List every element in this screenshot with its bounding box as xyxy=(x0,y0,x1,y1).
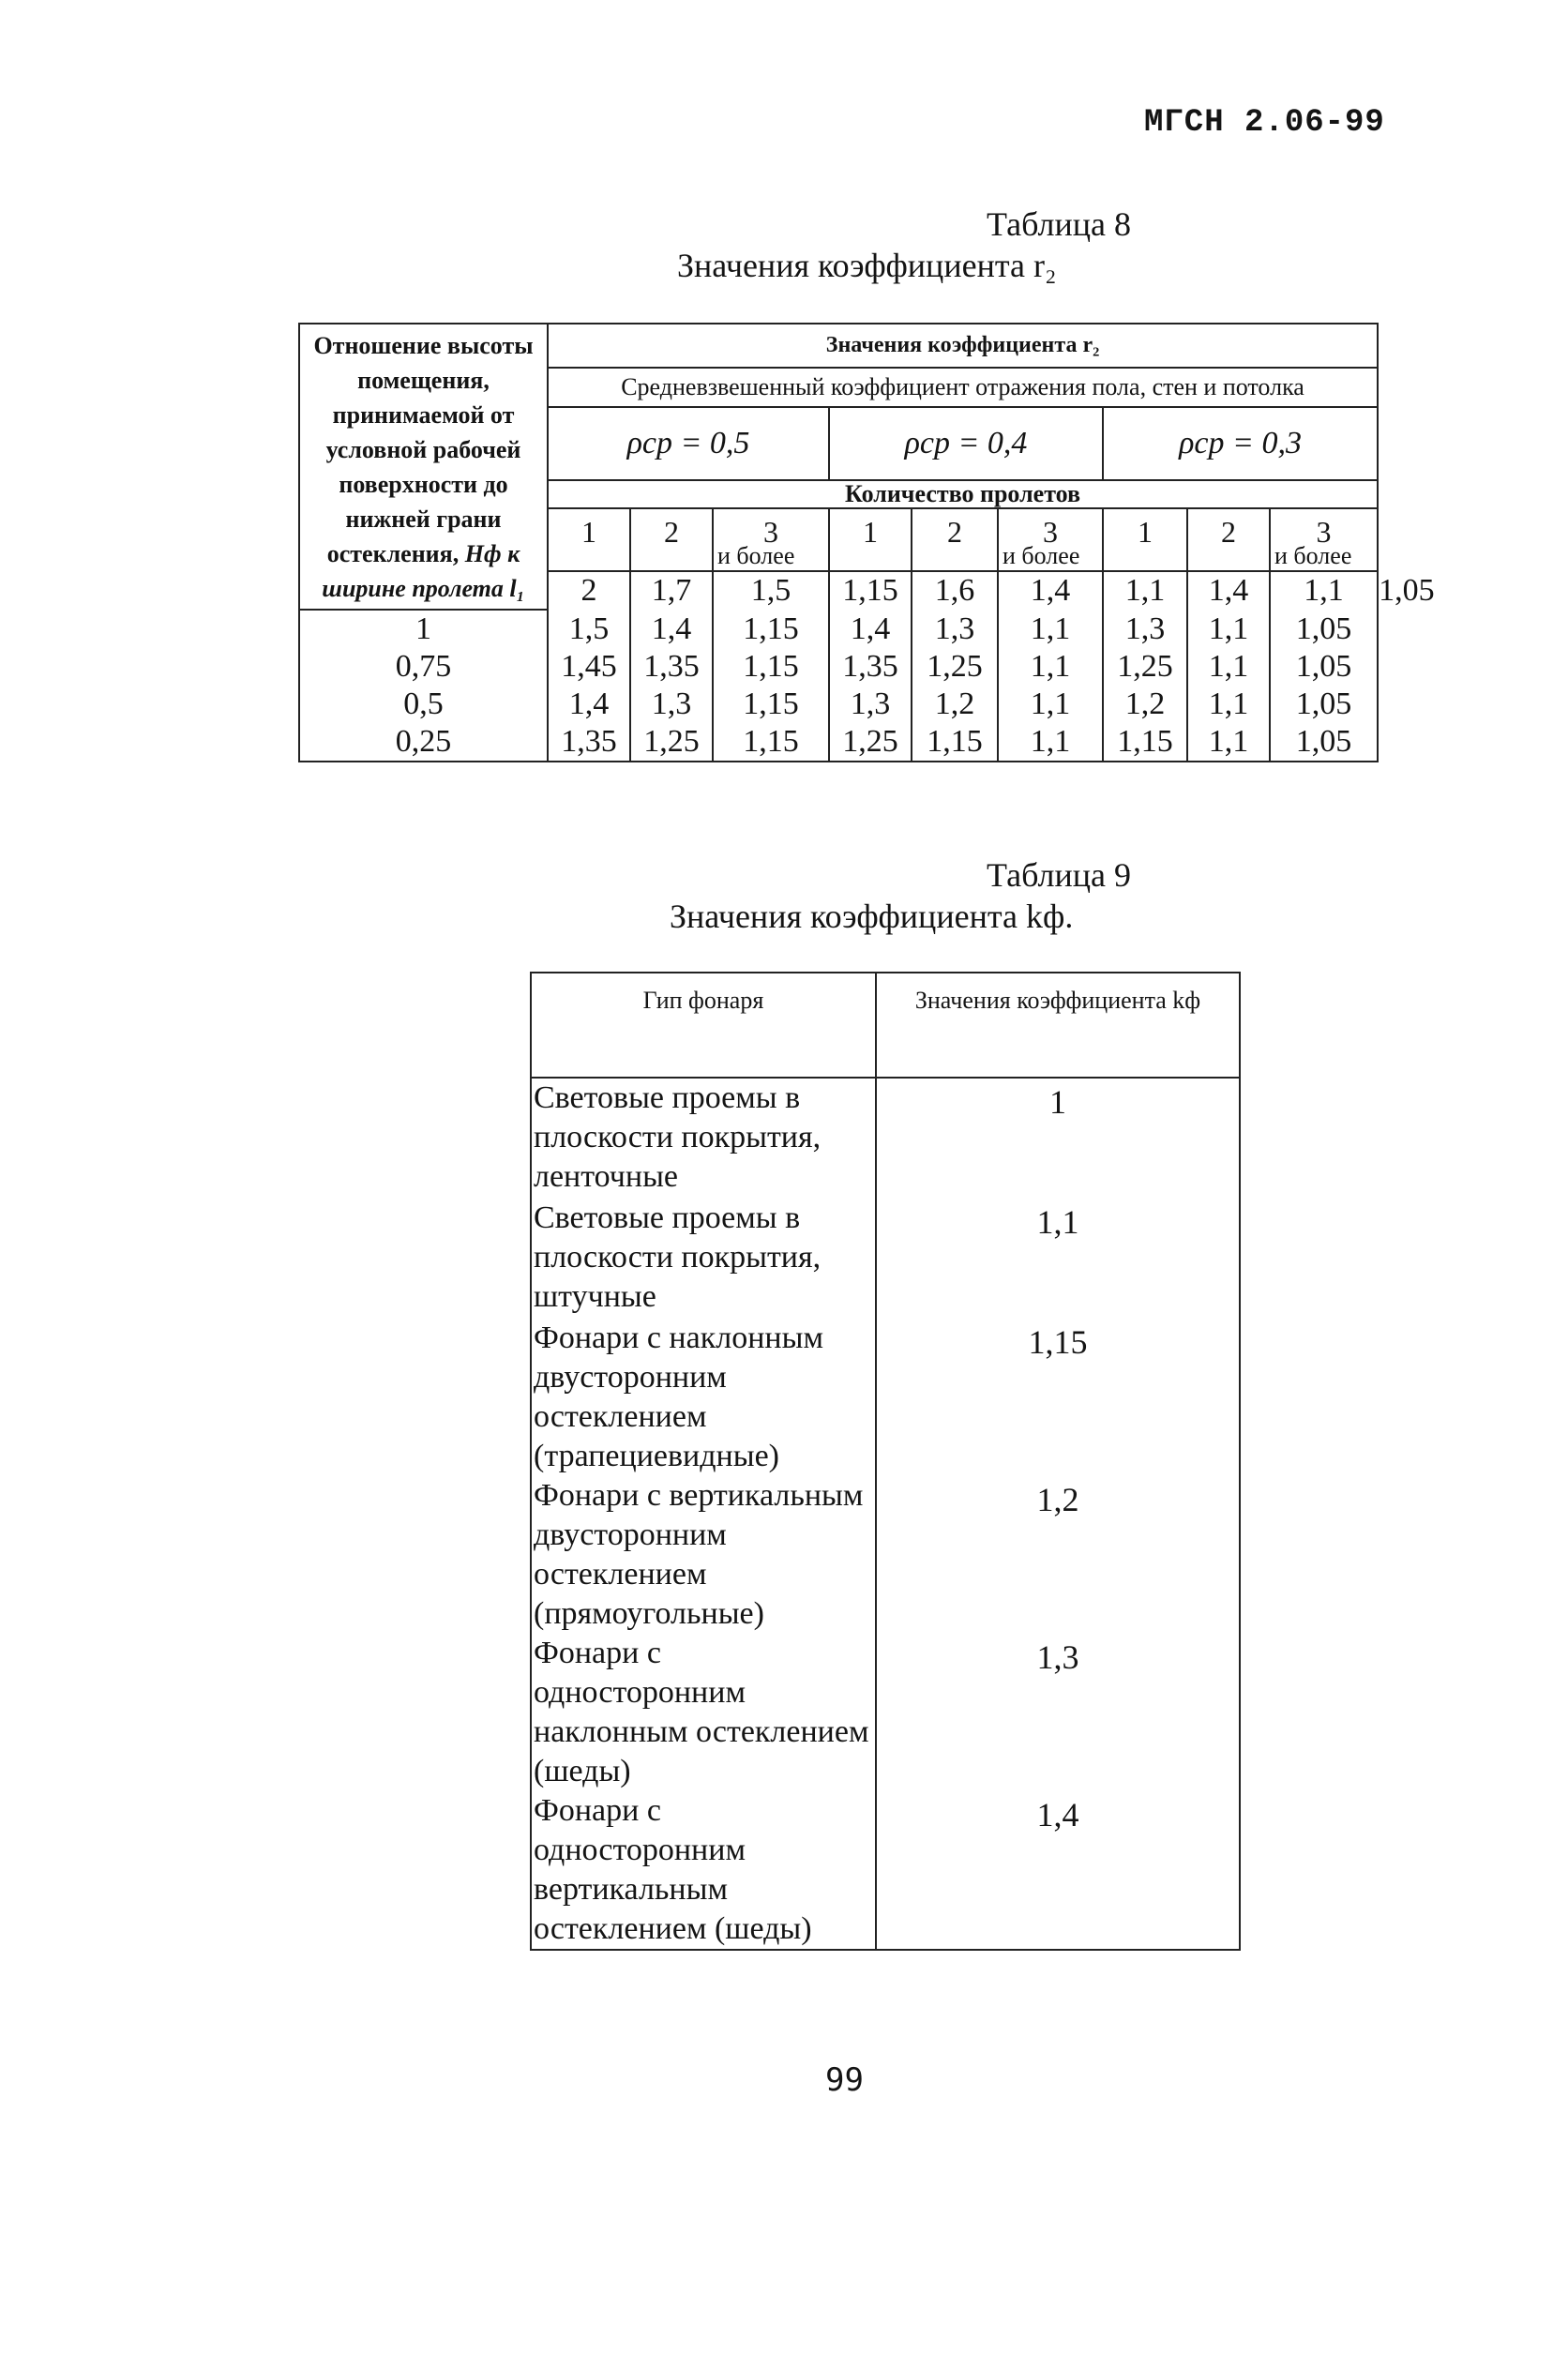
table8-side-header xyxy=(299,324,548,610)
value-cell: 1,4 xyxy=(829,610,912,648)
span-number: 2 xyxy=(630,508,713,571)
lantern-type: Фонари с односторонним вертикальным остеклением (шеды) xyxy=(531,1791,876,1950)
k-value: 1,3 xyxy=(876,1634,1240,1791)
k-value: 1 xyxy=(876,1078,1240,1199)
value-cell: 1,05 xyxy=(1270,648,1378,686)
value-cell: 1,3 xyxy=(829,686,912,723)
table8 xyxy=(298,323,1435,762)
table-row xyxy=(299,723,1378,762)
value-cell: 1,2 xyxy=(912,686,998,723)
table-row xyxy=(531,1634,1240,1791)
value-cell: 1,25 xyxy=(1103,648,1187,686)
value-cell: 1,1 xyxy=(998,610,1103,648)
value-cell: 1,35 xyxy=(548,723,630,762)
table9-title: Значения коэффициента kф. xyxy=(670,898,1074,935)
table8-rho-0-4: ρср = 0,4 xyxy=(829,407,1103,480)
value-cell: 1,1 xyxy=(1187,723,1270,762)
lantern-type: Световые проемы в плоскости покрытия, штучные xyxy=(531,1199,876,1319)
value-cell: 1,15 xyxy=(1103,723,1187,762)
span-number: 1 xyxy=(829,508,912,571)
k-value: 1,15 xyxy=(876,1319,1240,1476)
value-cell: 1,5 xyxy=(713,571,829,610)
table-row xyxy=(531,1476,1240,1634)
value-cell: 1,4 xyxy=(630,610,713,648)
k-value: 1,4 xyxy=(876,1791,1240,1950)
span-number: 2 xyxy=(1187,508,1270,571)
span-more-label: и более xyxy=(717,542,795,569)
table-row xyxy=(531,1791,1240,1950)
value-cell: 1,7 xyxy=(630,571,713,610)
value-cell: 1,3 xyxy=(1103,610,1187,648)
value-cell: 1,35 xyxy=(829,648,912,686)
value-cell: 1,4 xyxy=(1187,571,1270,610)
ratio-cell: 0,75 xyxy=(299,648,548,686)
table-row xyxy=(299,648,1378,686)
page-number: 99 xyxy=(825,2061,864,2099)
ratio-cell: 0,25 xyxy=(299,723,548,762)
lantern-type: Фонари с односторонним наклонным остеклением (шеды) xyxy=(531,1634,876,1791)
ratio-cell: 0,5 xyxy=(299,686,548,723)
lantern-type: Световые проемы в плоскости покрытия, ленточные xyxy=(531,1078,876,1199)
value-cell: 1,3 xyxy=(630,686,713,723)
value-cell: 1,25 xyxy=(829,723,912,762)
span-number-3-more xyxy=(713,508,829,571)
value-cell: 1,2 xyxy=(1103,686,1187,723)
value-cell: 1,15 xyxy=(713,648,829,686)
table-row xyxy=(531,1078,1240,1199)
k-value: 1,2 xyxy=(876,1476,1240,1634)
table8-side-header-text: Отношение высоты помещения, принимаемой от условной рабочей поверхности до нижней грани остекления, xyxy=(313,331,534,567)
value-cell: 1,45 xyxy=(548,648,630,686)
document-code: МГСН 2.06-99 xyxy=(1144,105,1385,141)
span-number: 1 xyxy=(1103,508,1187,571)
value-cell: 1,1 xyxy=(1187,648,1270,686)
value-cell: 1,5 xyxy=(548,610,630,648)
value-cell: 1,1 xyxy=(998,686,1103,723)
value-cell: 1,1 xyxy=(998,723,1103,762)
value-cell: 1,15 xyxy=(829,571,912,610)
table8-side-header-vars: Hф к ширине пролета l₁ xyxy=(322,539,525,602)
value-cell: 1,15 xyxy=(713,686,829,723)
span-more-label: и более xyxy=(1003,542,1080,569)
table-row xyxy=(299,610,1378,648)
table-row xyxy=(531,1199,1240,1319)
span-number-3-more xyxy=(1270,508,1378,571)
ratio-cell: 1 xyxy=(299,610,548,648)
table9-col-type: Гип фонаря xyxy=(531,973,876,1078)
span-number: 2 xyxy=(912,508,998,571)
value-cell: 1,25 xyxy=(912,648,998,686)
value-cell: 1,4 xyxy=(548,686,630,723)
k-value: 1,1 xyxy=(876,1199,1240,1319)
table8-rho-0-3: ρср = 0,3 xyxy=(1103,407,1378,480)
ratio-cell: 2 xyxy=(548,571,630,610)
table8-main-header: Значения коэффициента r₂ xyxy=(548,324,1378,368)
table9 xyxy=(530,972,1241,1951)
value-cell: 1,1 xyxy=(1270,571,1378,610)
lantern-type: Фонари с вертикальным двусторонним остеклением (прямоугольные) xyxy=(531,1476,876,1634)
value-cell: 1,6 xyxy=(912,571,998,610)
table8-sub-header: Средневзвешенный коэффициент отражения пола, стен и потолка xyxy=(548,368,1378,407)
value-cell: 1,05 xyxy=(1270,686,1378,723)
table8-count-header: Количество пролетов xyxy=(548,480,1378,508)
table8-title: Значения коэффициента r₂ xyxy=(677,247,1057,284)
value-cell: 1,05 xyxy=(1270,723,1378,762)
value-cell: 1,15 xyxy=(713,723,829,762)
span-number-text: 3 xyxy=(1316,515,1332,549)
value-cell: 1,15 xyxy=(912,723,998,762)
value-cell: 1,35 xyxy=(630,648,713,686)
value-cell: 1,1 xyxy=(998,648,1103,686)
span-number-3-more xyxy=(998,508,1103,571)
value-cell: 1,1 xyxy=(1187,610,1270,648)
value-cell: 1,05 xyxy=(1270,610,1378,648)
span-number-text: 3 xyxy=(763,515,778,549)
value-cell: 1,1 xyxy=(1187,686,1270,723)
span-more-label: и более xyxy=(1274,542,1352,569)
table9-col-value: Значения коэффициента kф xyxy=(876,973,1240,1078)
value-cell: 1,25 xyxy=(630,723,713,762)
value-cell: 1,15 xyxy=(713,610,829,648)
value-cell: 1,1 xyxy=(1103,571,1187,610)
span-number-text: 3 xyxy=(1043,515,1058,549)
table8-label: Таблица 8 xyxy=(987,205,1131,243)
value-cell: 1,4 xyxy=(998,571,1103,610)
value-cell: 1,3 xyxy=(912,610,998,648)
table-row: 2 1,7 1,5 1,15 1,6 1,4 1,1 1,4 1,1 1,05 xyxy=(299,571,1378,610)
table-row xyxy=(531,1319,1240,1476)
span-number: 1 xyxy=(548,508,630,571)
table-row xyxy=(299,686,1378,723)
table9-label: Таблица 9 xyxy=(987,856,1131,894)
lantern-type: Фонари с наклонным двусторонним остеклением (трапециевидные) xyxy=(531,1319,876,1476)
table8-rho-0-5: ρср = 0,5 xyxy=(548,407,829,480)
